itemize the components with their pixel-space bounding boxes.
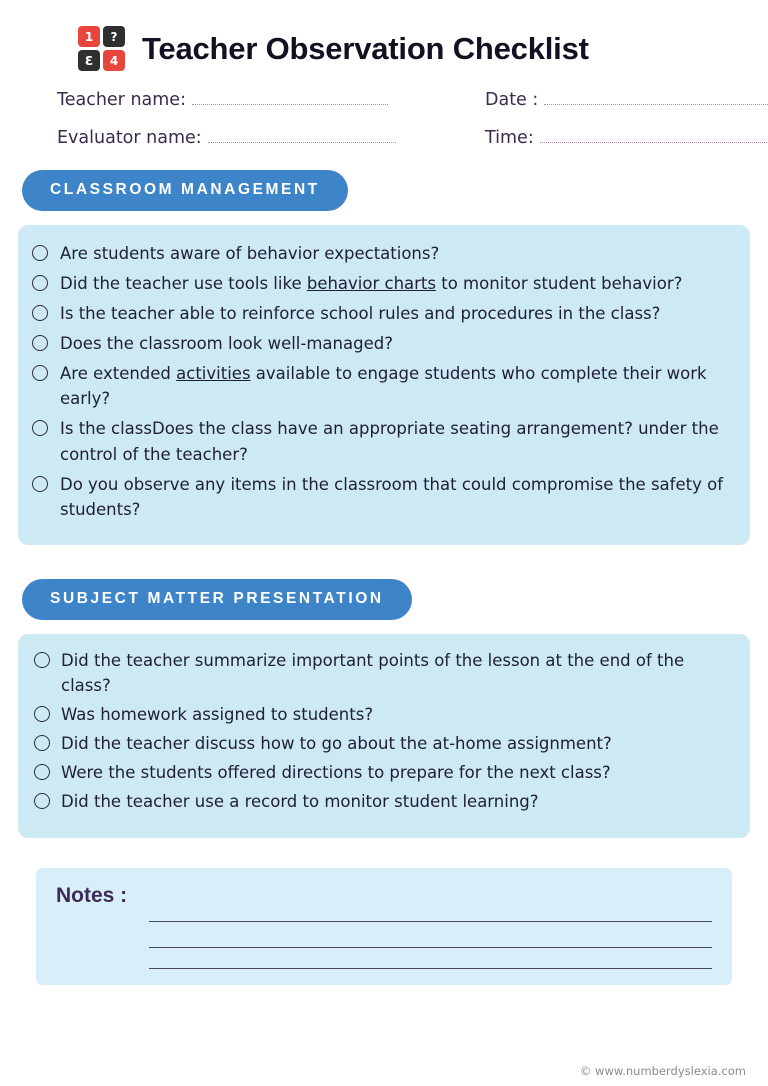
notes-line[interactable]	[149, 922, 712, 948]
checklist-item-label: Is the teacher able to reinforce school rules and procedures in the class?	[60, 304, 661, 324]
checklist-item-label: Were the students offered directions to prepare for the next class?	[61, 763, 611, 783]
field-label-time: Time:	[485, 128, 534, 148]
brand-logo-icon	[78, 26, 128, 72]
checklist-item[interactable]	[32, 241, 728, 266]
checkbox-circle-icon[interactable]	[32, 420, 48, 436]
notes-section	[36, 868, 732, 985]
notes-input-area[interactable]	[149, 896, 712, 969]
section-pill-subject-matter: SUBJECT MATTER PRESENTATION	[22, 579, 412, 620]
checkbox-circle-icon[interactable]	[34, 764, 50, 780]
checklist-subject-matter	[18, 634, 750, 838]
checkbox-circle-icon[interactable]	[34, 652, 50, 668]
footer-copyright: © www.numberdyslexia.com	[579, 1064, 746, 1078]
field-time[interactable]	[485, 128, 768, 148]
checkbox-circle-icon[interactable]	[32, 245, 48, 261]
checklist-item-label: Did the teacher discuss how to go about the at-home assignment?	[61, 734, 612, 754]
field-input-date[interactable]	[544, 90, 768, 105]
checkbox-circle-icon[interactable]	[34, 706, 50, 722]
logo-cell-4: 4	[103, 50, 125, 71]
field-label-date: Date :	[485, 90, 539, 110]
checklist-item-label: Does the classroom look well-managed?	[60, 334, 393, 354]
page-header	[18, 0, 750, 76]
notes-line[interactable]	[149, 896, 712, 922]
section-header-classroom-management	[22, 170, 750, 211]
checkbox-circle-icon[interactable]	[32, 335, 48, 351]
section-pill-classroom-management: CLASSROOM MANAGEMENT	[22, 170, 348, 211]
checkbox-circle-icon[interactable]	[32, 365, 48, 381]
checklist-item[interactable]	[34, 789, 728, 814]
checklist-item[interactable]	[32, 301, 728, 326]
checkbox-circle-icon[interactable]	[32, 305, 48, 321]
notes-label: Notes :	[56, 884, 128, 908]
checklist-item-label: Was homework assigned to students?	[61, 704, 374, 724]
checklist-item[interactable]	[34, 731, 728, 756]
checklist-item[interactable]	[34, 702, 728, 727]
notes-line[interactable]	[149, 948, 712, 969]
checkbox-circle-icon[interactable]	[34, 793, 50, 809]
form-fields	[40, 90, 750, 170]
field-evaluator-name[interactable]	[57, 128, 396, 148]
field-input-teacher-name[interactable]	[192, 90, 388, 105]
field-date[interactable]	[485, 90, 768, 110]
field-input-time[interactable]	[540, 128, 768, 143]
field-label-evaluator-name: Evaluator name:	[57, 128, 202, 148]
logo-cell-2: ?	[103, 26, 125, 47]
checklist-item-label: Did the teacher use tools like behavior charts to monitor student behavior?	[60, 274, 683, 294]
checklist-item-label: Are extended activities available to engage students who complete their work early?	[60, 364, 707, 409]
checkbox-circle-icon[interactable]	[32, 476, 48, 492]
checkbox-circle-icon[interactable]	[32, 275, 48, 291]
field-input-evaluator-name[interactable]	[208, 128, 396, 143]
checklist-item[interactable]	[32, 472, 728, 522]
checklist-item[interactable]	[34, 760, 728, 785]
checklist-item-label: Do you observe any items in the classroom that could compromise the safety of students?	[60, 474, 723, 519]
checklist-item-label: Did the teacher summarize important points of the lesson at the end of the class?	[61, 650, 685, 695]
field-label-teacher-name: Teacher name:	[57, 90, 186, 110]
checklist-item-label: Is the classDoes the class have an appropriate seating arrangement? under the control of the teacher?	[60, 419, 719, 464]
page-title: Teacher Observation Checklist	[142, 31, 589, 66]
checklist-classroom-management	[18, 225, 750, 545]
checklist-item[interactable]	[32, 331, 728, 356]
checklist-item[interactable]	[32, 361, 728, 411]
checklist-item[interactable]	[32, 271, 728, 296]
section-header-subject-matter	[22, 579, 750, 620]
logo-cell-3: Ɛ	[78, 50, 100, 71]
checklist-item-label: Did the teacher use a record to monitor student learning?	[61, 792, 539, 812]
checklist-item[interactable]	[34, 648, 728, 698]
checklist-item[interactable]	[32, 416, 728, 466]
field-teacher-name[interactable]	[57, 90, 388, 110]
checkbox-circle-icon[interactable]	[34, 735, 50, 751]
checklist-item-label: Are students aware of behavior expectations?	[60, 244, 440, 263]
logo-cell-1: 1	[78, 26, 100, 47]
